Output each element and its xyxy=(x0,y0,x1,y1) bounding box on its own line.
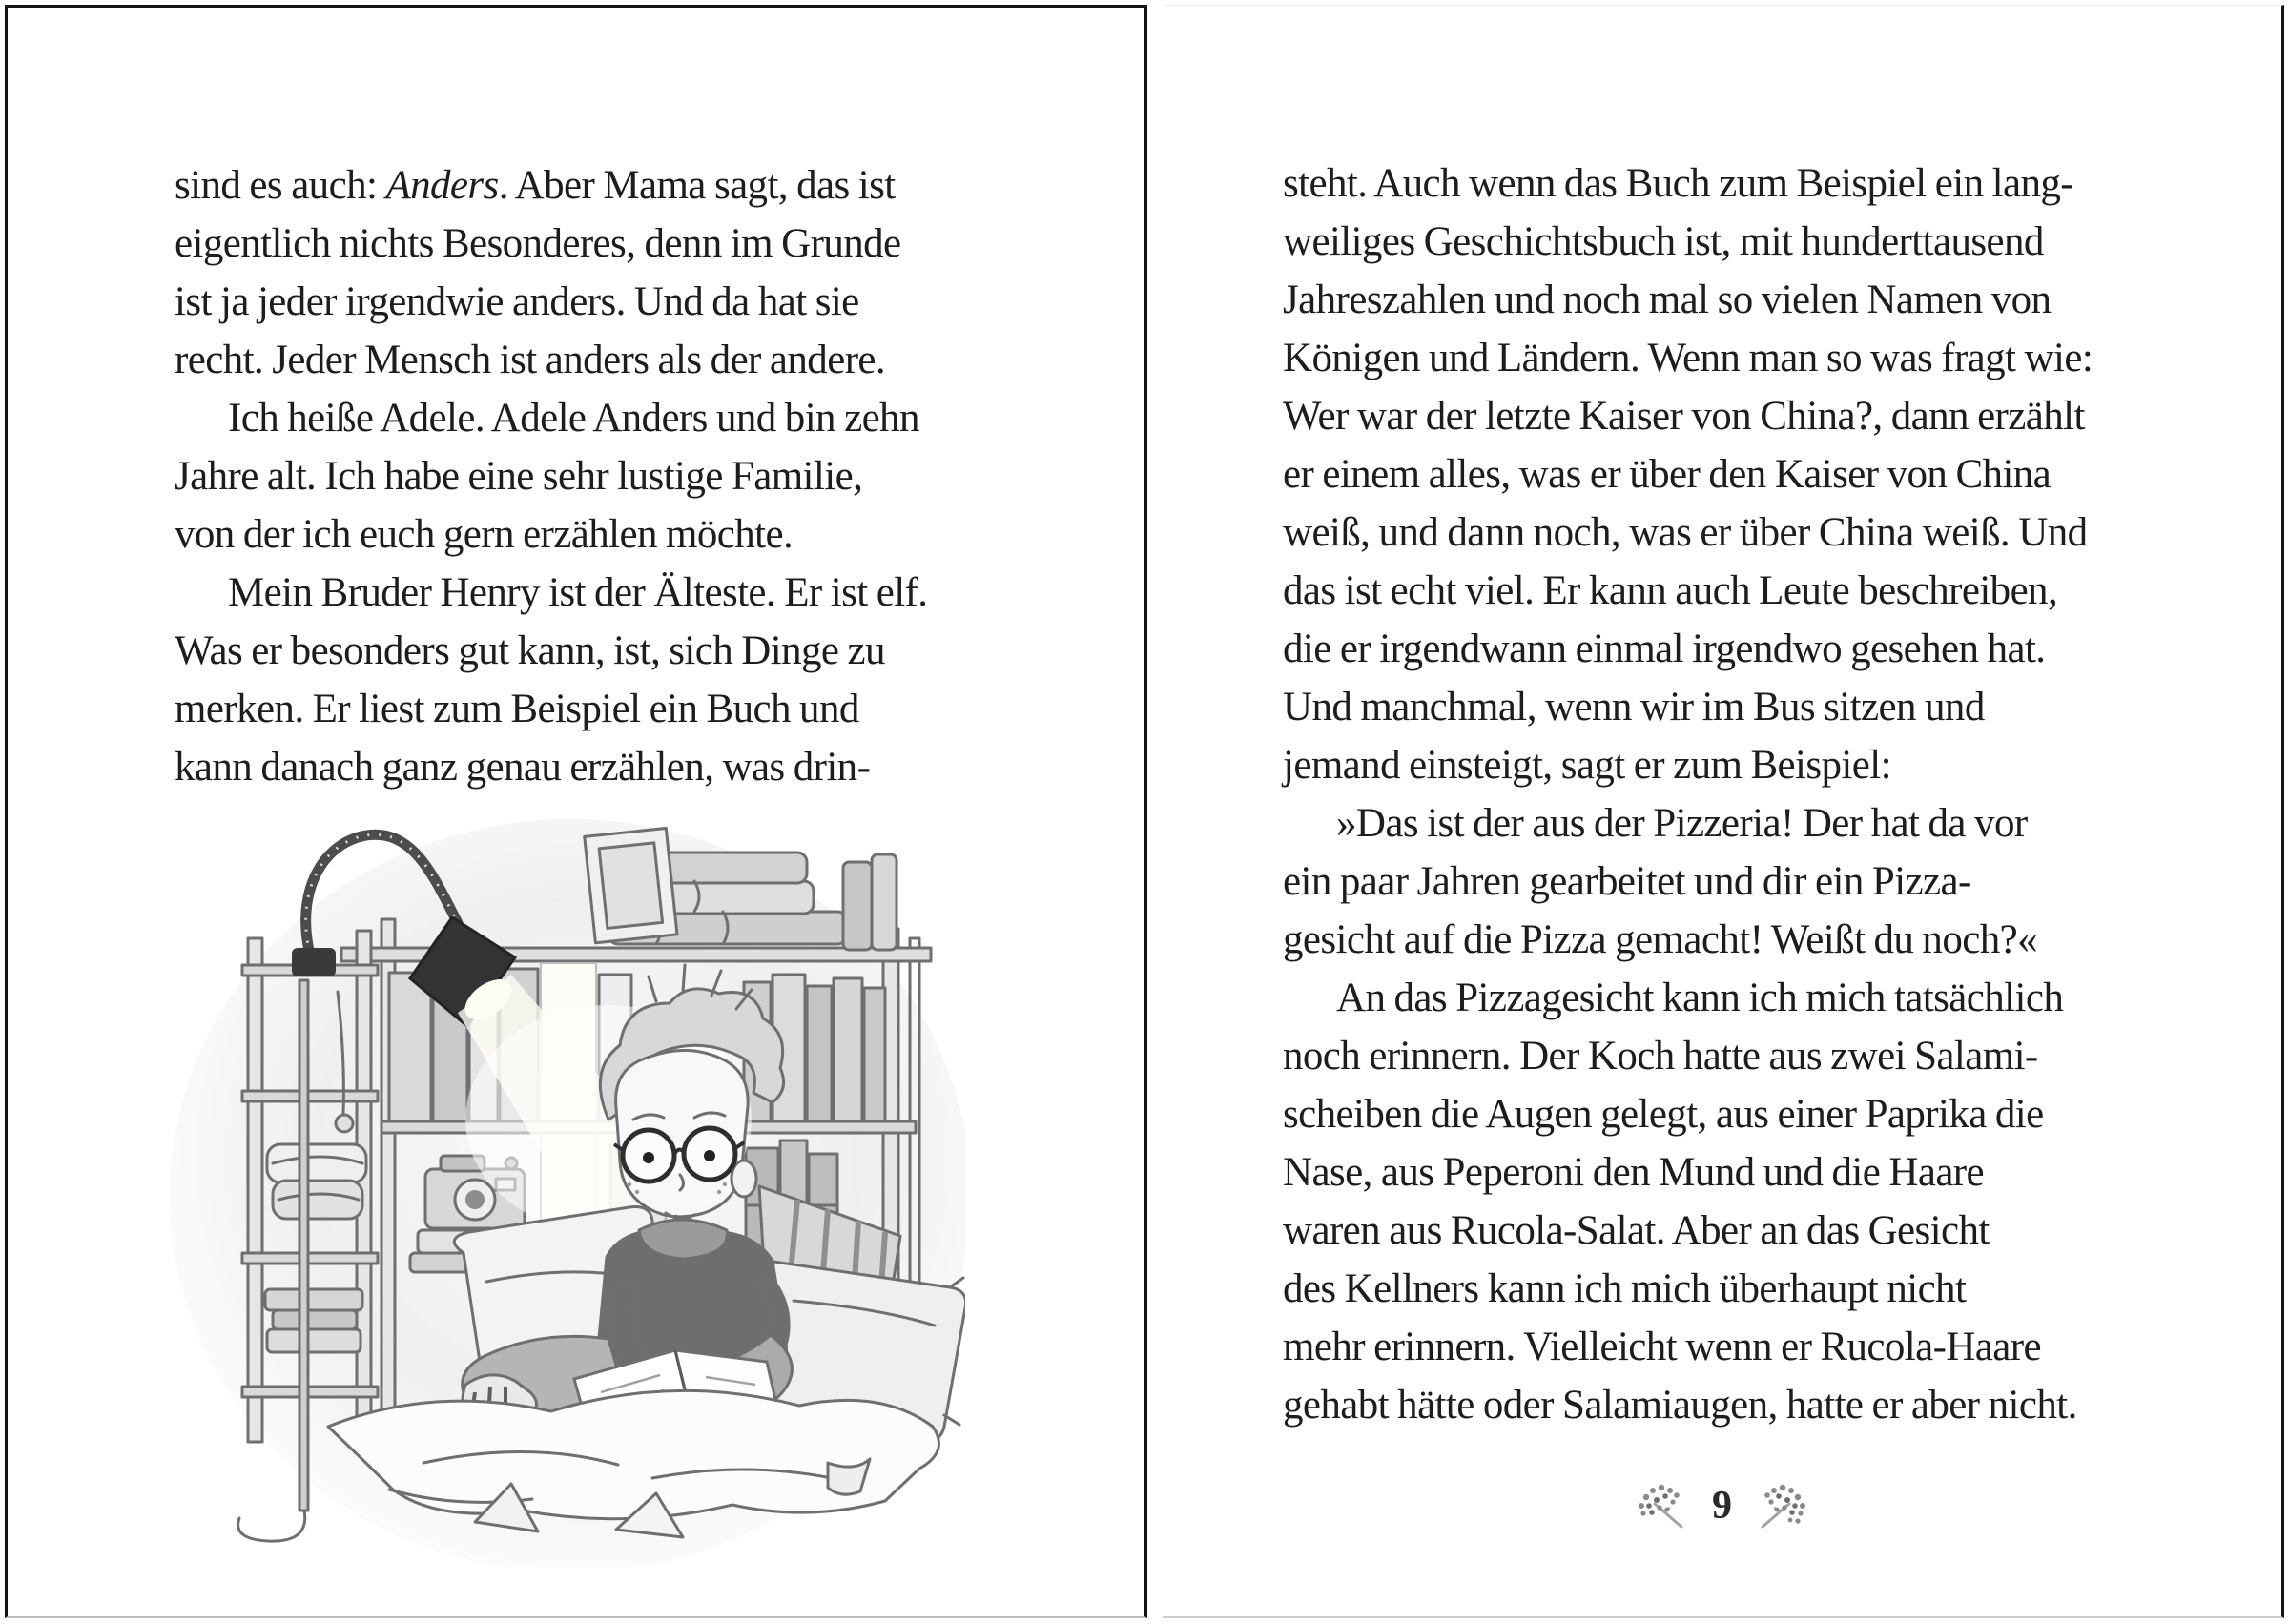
text-line: Jahreszahlen und noch mal so vielen Namen von xyxy=(1283,278,2052,322)
text-line: Ich heiße Adele. Adele Anders und bin zehn xyxy=(228,396,919,441)
dandelion-right-icon xyxy=(1751,1479,1810,1532)
text-line: des Kellners kann ich mich überhaupt nicht xyxy=(1283,1266,1967,1311)
text-line: recht. Jeder Mensch ist anders als der andere. xyxy=(175,338,886,382)
text-line: er einem alles, was er über den Kaiser von China xyxy=(1283,452,2052,497)
dandelion-left-icon xyxy=(1634,1479,1693,1532)
left-page xyxy=(5,5,1147,1618)
text-line: mehr erinnern. Vielleicht wenn er Rucola-Haare xyxy=(1283,1325,2041,1369)
text-line: steht. Auch wenn das Buch zum Beispiel ein lang- xyxy=(1283,161,2073,206)
small-book-pile xyxy=(265,1289,362,1352)
page-footer xyxy=(1163,1479,2281,1532)
text-line: ist ja jeder irgendwie anders. Und da hat sie xyxy=(175,279,859,324)
text-line: Jahre alt. Ich habe eine sehr lustige Familie, xyxy=(175,454,863,499)
text-line: die er irgendwann einmal irgendwo gesehen hat. xyxy=(1283,627,2046,671)
text-line: Mein Bruder Henry ist der Älteste. Er ist elf. xyxy=(228,570,928,615)
text-line: scheiben die Augen gelegt, aus einer Paprika die xyxy=(1283,1092,2044,1137)
text-line: An das Pizzagesicht kann ich mich tatsächlich xyxy=(1336,976,2064,1020)
text-line: eigentlich nichts Besonderes, denn im Grunde xyxy=(175,221,901,266)
text-line: Wer war der letzte Kaiser von China?, dann erzählt xyxy=(1283,394,2085,439)
text-line: von der ich euch gern erzählen möchte. xyxy=(175,512,794,557)
text-line: Und manchmal, wenn wir im Bus sitzen und xyxy=(1283,685,1985,730)
text-line: ein paar Jahren gearbeitet und dir ein Pizza- xyxy=(1283,859,1971,904)
text-line: Nase, aus Peperoni den Mund und die Haare xyxy=(1283,1150,1985,1195)
text-line: »Das ist der aus der Pizzeria! Der hat da vor xyxy=(1336,801,2028,846)
text-line: merken. Er liest zum Beispiel ein Buch und xyxy=(175,687,859,731)
text-line: kann danach ganz genau erzählen, was drin- xyxy=(175,745,871,790)
text-line: weiliges Geschichtsbuch ist, mit hunderttausend xyxy=(1283,219,2044,264)
folded-blankets xyxy=(267,1144,366,1219)
text-line: Königen und Ländern. Wenn man so was fragt wie: xyxy=(1283,336,2093,380)
text-line: weiß, und dann noch, was er über China weiß. Und xyxy=(1283,510,2088,555)
page-number: 9 xyxy=(1712,1484,1732,1528)
text-line: waren aus Rucola-Salat. Aber an das Gesicht xyxy=(1283,1208,1990,1253)
right-page xyxy=(1163,5,2284,1618)
text-line: gehabt hätte oder Salamiaugen, hatte er aber nicht. xyxy=(1283,1383,2077,1428)
right-body-text xyxy=(1283,154,2093,1434)
lamp-base xyxy=(238,1511,305,1541)
text-line: gesicht auf die Pizza gemacht! Weißt du noch?« xyxy=(1283,917,2037,962)
text-line: das ist echt viel. Er kann auch Leute beschreiben, xyxy=(1283,568,2058,613)
boy-ear xyxy=(732,1161,756,1197)
left-body-text xyxy=(175,156,927,796)
text-line: Was er besonders gut kann, ist, sich Dinge zu xyxy=(175,628,885,673)
reading-boy-illustration xyxy=(160,805,965,1568)
text-line: jemand einsteigt, sagt er zum Beispiel: xyxy=(1283,743,1891,788)
text-line: sind es auch: Anders. Aber Mama sagt, das ist xyxy=(175,163,896,208)
lamp-clamp xyxy=(292,948,336,976)
picture-frame xyxy=(585,828,677,942)
text-line: noch erinnern. Der Koch hatte aus zwei Salami- xyxy=(1283,1034,2038,1079)
